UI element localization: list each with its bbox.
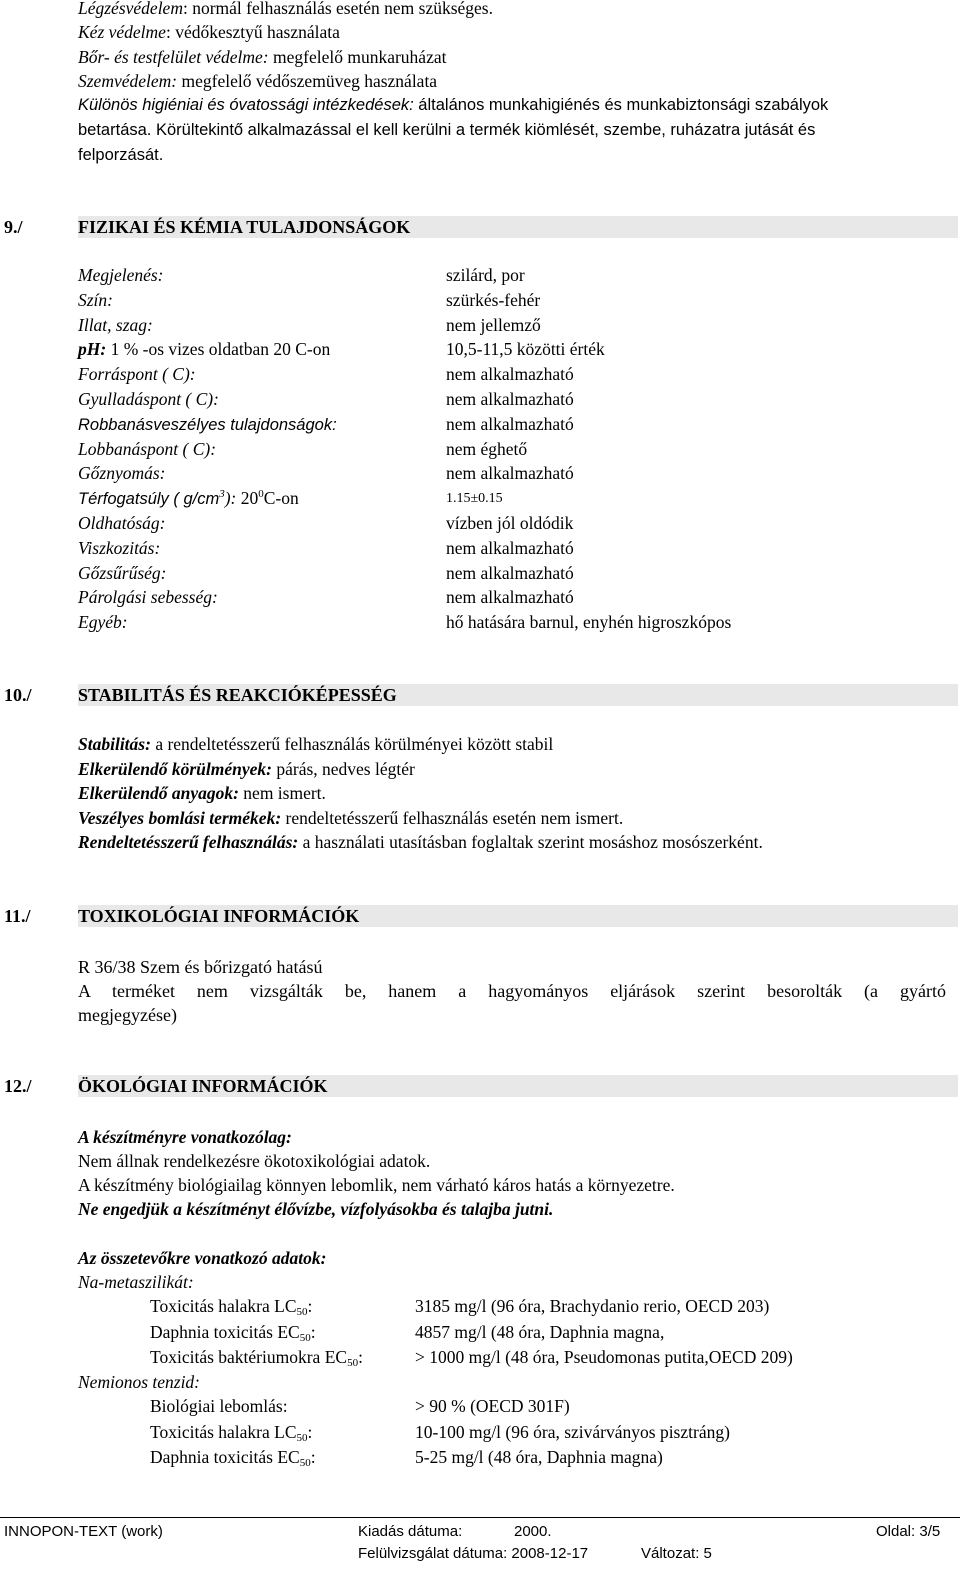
eco-row-label [150, 1322, 316, 1343]
property-label [78, 389, 219, 410]
property-value: nem alkalmazható [446, 587, 574, 607]
eco-para-2: A készítmény biológiailag könnyen lebomlik, nem várható káros hatás a környezetre. [78, 1175, 675, 1195]
property-name: Szín: [78, 290, 113, 310]
property-label [78, 612, 128, 633]
eco-test-name: Toxicitás halakra LC [150, 1422, 297, 1442]
property-label [78, 488, 299, 509]
eco-test-subscript: 50 [347, 1357, 359, 1369]
stability-text: a használati utasításban foglaltak szerint mosáshoz mosószerként. [298, 832, 763, 852]
stability-text: rendeltetésszerű felhasználás esetén nem ismert. [281, 808, 624, 828]
property-name: Gyulladáspont ( C): [78, 389, 219, 409]
text: : védőkesztyű használata [165, 22, 340, 42]
property-value: nem éghető [446, 439, 528, 459]
stability-line [78, 808, 623, 829]
stability-text: nem ismert. [238, 783, 326, 803]
property-value: nem alkalmazható [446, 389, 574, 409]
property-name: Egyéb: [78, 612, 128, 632]
property-name: Térfogatsúly ( g/cm [78, 490, 220, 508]
footer-product: INNOPON-TEXT (work) [4, 1523, 163, 1540]
property-label [78, 315, 153, 336]
eco-row-value: 10-100 mg/l (96 óra, szivárványos pisztráng) [415, 1422, 730, 1442]
property-value: vízben jól oldódik [446, 513, 574, 533]
property-label [78, 563, 166, 584]
section-11-header [0, 905, 960, 929]
eco-row-label [150, 1447, 316, 1468]
eco-row-value: > 1000 mg/l (48 óra, Pseudomonas putita,OECD 209) [415, 1347, 793, 1367]
property-value: 10,5-11,5 közötti érték [446, 339, 605, 359]
eco-test-subscript: 50 [299, 1332, 311, 1344]
eco-subheading-product: A készítményre vonatkozólag: [78, 1127, 292, 1147]
eco-row-value: 5-25 mg/l (48 óra, Daphnia magna) [415, 1447, 663, 1467]
eco-row-value: 4857 mg/l (48 óra, Daphnia magna, [415, 1322, 665, 1342]
stability-line [78, 832, 763, 853]
section-title: STABILITÁS ÉS REAKCIÓKÉPESSÉG [78, 685, 397, 705]
property-label [78, 364, 196, 385]
property-value: nem alkalmazható [446, 364, 574, 384]
stability-label: Rendeltetésszerű felhasználás: [78, 832, 299, 852]
eco-subheading-components: Az összetevőkre vonatkozó adatok: [78, 1248, 327, 1268]
label: Szemvédelem: [78, 71, 178, 91]
section-title: TOXIKOLÓGIAI INFORMÁCIÓK [78, 906, 360, 926]
property-name: Oldhatóság: [78, 513, 166, 533]
eco-test-subscript: 50 [296, 1306, 308, 1318]
property-name: Viszkozitás: [78, 538, 161, 558]
property-label [78, 265, 164, 286]
property-value: szilárd, por [446, 265, 525, 285]
stability-label: Veszélyes bomlási termékek: [78, 808, 282, 828]
footer-review-date: Felülvizsgálat dátuma: 2008-12-17 [358, 1545, 589, 1562]
property-name: Megjelenés: [78, 265, 164, 285]
section-9-header [0, 216, 960, 240]
eco-para-3: Ne engedjük a készítményt élővízbe, vízfolyásokba és talajba jutni. [78, 1199, 554, 1219]
eco-test-name: Toxicitás halakra LC [150, 1296, 297, 1316]
eco-row-label [150, 1396, 288, 1417]
property-value: nem alkalmazható [446, 463, 574, 483]
property-name: Gőzsűrűség: [78, 563, 167, 583]
section-number: 12./ [4, 1076, 32, 1096]
property-name: Lobbanáspont ( C): [78, 439, 217, 459]
sec8-line-2 [78, 22, 340, 43]
stability-label: Elkerülendő anyagok: [78, 783, 239, 803]
footer-version: Változat: 5 [641, 1545, 712, 1562]
property-label [78, 339, 330, 360]
property-label [78, 439, 216, 460]
section-12-header [0, 1075, 960, 1099]
property-value: nem alkalmazható [446, 414, 574, 434]
footer-page: Oldal: 3/5 [876, 1523, 941, 1540]
label: Bőr- és testfelület védelme: [78, 47, 269, 67]
property-name: Illat, szag: [78, 315, 153, 335]
property-value: nem alkalmazható [446, 538, 574, 558]
text: megfelelő munkaruházat [268, 47, 447, 67]
sec8-line-6: betartása. Körültekintő alkalmazással el kell kerülni a termék kiömlését, szembe, ruházatra jutását és [78, 121, 816, 139]
eco-test-colon: : [307, 1422, 313, 1442]
stability-label: Stabilitás: [78, 734, 151, 754]
property-value: hő hatására barnul, enyhén higroszkópos [446, 612, 732, 632]
property-label [78, 290, 113, 311]
eco-row-label [150, 1422, 312, 1443]
eco-test-colon: : [307, 1296, 313, 1316]
section-number: 10./ [4, 685, 32, 705]
eco-group-na-metaszilikat: Na-metaszilikát: [78, 1272, 194, 1292]
eco-test-name: Biológiai lebomlás: [150, 1396, 288, 1416]
eco-row-label [150, 1347, 363, 1368]
eco-test-subscript: 50 [296, 1432, 308, 1444]
eco-test-name: Toxicitás baktériumokra EC [150, 1347, 348, 1367]
tox-line-3: megjegyzése) [78, 1005, 177, 1025]
text: általános munkahigiénés és munkabiztonsági szabályok [413, 96, 829, 114]
property-label [78, 538, 160, 559]
unit-exponent: 3 [219, 488, 225, 500]
property-name: Párolgási sebesség: [78, 587, 218, 607]
temperature-unit: C-on [263, 488, 299, 508]
eco-row-value: 3185 mg/l (96 óra, Brachydanio rerio, OECD 203) [415, 1296, 770, 1316]
stability-label: Elkerülendő körülmények: [78, 759, 272, 779]
property-name-close: ): [224, 488, 241, 508]
section-number: 11./ [4, 906, 31, 926]
footer-divider [0, 1517, 960, 1518]
text: megfelelő védőszemüveg használata [177, 71, 438, 91]
property-value: nem alkalmazható [446, 563, 574, 583]
stability-line [78, 734, 553, 755]
sec8-line-3 [78, 47, 446, 68]
stability-text: a rendeltetésszerű felhasználás körülményei között stabil [150, 734, 554, 754]
label: Különös higiéniai és óvatossági intézkedések: [78, 96, 414, 114]
sec8-line-7: felporzását. [78, 146, 164, 164]
section-10-header [0, 684, 960, 708]
property-value: szürkés-fehér [446, 290, 541, 310]
sec8-line-1 [78, 0, 493, 19]
eco-test-colon: : [358, 1347, 363, 1367]
eco-row-value: > 90 % (OECD 301F) [415, 1396, 570, 1416]
tox-line-1: R 36/38 Szem és bőrizgató hatású [78, 957, 323, 977]
property-label [78, 463, 166, 484]
property-name: pH: [78, 339, 107, 359]
footer-issue-label: Kiadás dátuma: [358, 1523, 463, 1540]
property-name: Gőznyomás: [78, 463, 166, 483]
property-value: 1.15±0.15 [446, 491, 503, 506]
property-name: Robbanásveszélyes tulajdonságok: [78, 416, 337, 434]
tox-line-2: A terméket nem vizsgálták be, hanem a hagyományos eljárások szerint besorolták (a gyártó [78, 981, 946, 1001]
eco-test-name: Daphnia toxicitás EC [150, 1322, 300, 1342]
temperature: 20 [240, 488, 259, 508]
property-label [78, 513, 166, 534]
section-title: ÖKOLÓGIAI INFORMÁCIÓK [78, 1076, 328, 1096]
footer-issue-value: 2000. [514, 1523, 552, 1540]
stability-text: párás, nedves légtér [271, 759, 415, 779]
property-label [78, 587, 218, 608]
eco-test-colon: : [310, 1447, 316, 1467]
temperature-degree: 0 [258, 488, 264, 500]
eco-group-nemionos-tenzid: Nemionos tenzid: [78, 1372, 201, 1392]
property-qualifier: 1 % -os vizes oldatban 20 C-on [106, 339, 331, 359]
sec8-line-5 [78, 96, 828, 115]
eco-test-subscript: 50 [299, 1457, 311, 1469]
sec8-line-4 [78, 71, 437, 92]
eco-test-name: Daphnia toxicitás EC [150, 1447, 300, 1467]
label: Kéz védelme [78, 22, 166, 42]
eco-row-label [150, 1296, 312, 1317]
section-title: FIZIKAI ÉS KÉMIA TULAJDONSÁGOK [78, 217, 411, 237]
property-label [78, 414, 337, 435]
stability-line [78, 759, 415, 780]
label: Légzésvédelem [78, 0, 183, 18]
section-number: 9./ [4, 217, 23, 237]
eco-test-colon: : [310, 1322, 316, 1342]
eco-para-1: Nem állnak rendelkezésre ökotoxikológiai adatok. [78, 1151, 431, 1171]
stability-line [78, 783, 326, 804]
text: : normál felhasználás esetén nem szükséges. [182, 0, 493, 18]
property-value: nem jellemző [446, 315, 541, 335]
property-name: Forráspont ( C): [78, 364, 196, 384]
